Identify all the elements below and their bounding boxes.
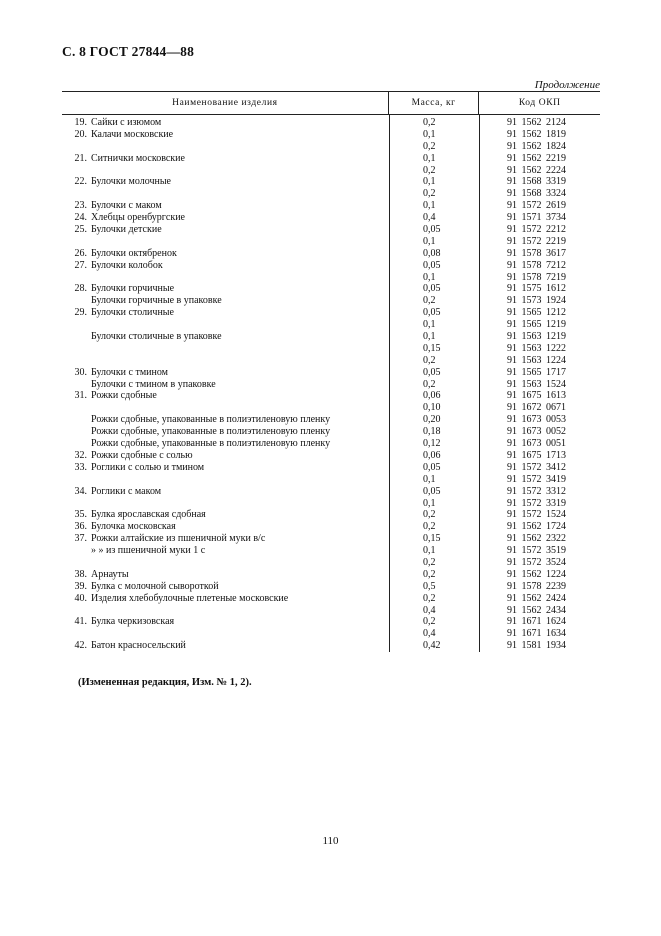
product-code: 91 1671 1624 (507, 616, 566, 628)
row-number: 40. (74, 592, 87, 604)
table-row (62, 414, 600, 426)
product-mass: 0,2 (423, 164, 436, 176)
table-row (62, 307, 600, 319)
row-number: 39. (74, 580, 87, 592)
row-name-cell (62, 272, 389, 284)
table-row (62, 486, 600, 498)
product-code: 91 1562 2224 (507, 164, 566, 176)
row-name-cell (62, 307, 389, 319)
row-name-cell (62, 605, 389, 617)
row-name-cell (62, 498, 389, 510)
column-header-code: Код ОКП (518, 98, 561, 108)
product-code: 91 1562 1224 (507, 568, 566, 580)
table-row (62, 117, 600, 129)
product-mass: 0,2 (423, 378, 436, 390)
product-mass: 0,12 (423, 438, 441, 450)
row-number (62, 426, 91, 438)
product-name: Рожки сдобные, упакованные в полиэтиленовую пленку (91, 438, 331, 450)
product-code: 91 1673 0052 (507, 426, 566, 438)
product-name: Булочка московская (91, 521, 176, 533)
row-name-cell (62, 616, 389, 628)
product-mass: 0,2 (423, 295, 436, 307)
product-code: 91 1671 1634 (507, 628, 566, 640)
product-mass: 0,1 (423, 271, 436, 283)
row-number (62, 319, 91, 331)
table-row (62, 509, 600, 521)
row-number (62, 628, 91, 640)
product-mass: 0,4 (423, 604, 436, 616)
row-number: 19. (74, 117, 87, 128)
product-code: 91 1572 3319 (507, 497, 566, 509)
product-name: Роглики с маком (91, 485, 162, 497)
product-code: 91 1568 3319 (507, 176, 566, 188)
product-code: 91 1573 1924 (507, 295, 566, 307)
product-code: 91 1563 1524 (507, 378, 566, 390)
row-number: 23. (74, 200, 87, 212)
table-row (62, 379, 600, 391)
row-number: 27. (74, 259, 87, 271)
product-code: 91 1578 3617 (507, 247, 566, 259)
row-name-cell (62, 450, 389, 462)
table-row (62, 200, 600, 212)
table-row (62, 640, 600, 652)
revision-note: (Измененная редакция, Изм. № 1, 2). (78, 677, 252, 688)
row-name-cell (62, 248, 389, 260)
row-number (62, 402, 91, 414)
table-row (62, 260, 600, 272)
product-mass: 0,05 (423, 224, 441, 236)
product-code: 91 1563 1224 (507, 354, 566, 366)
product-mass: 0,4 (423, 212, 436, 224)
product-code: 91 1572 3419 (507, 473, 566, 485)
product-mass: 0,05 (423, 259, 441, 271)
product-mass: 0,1 (423, 152, 436, 164)
row-number (62, 343, 91, 355)
product-mass: 0,05 (423, 366, 441, 378)
row-number (62, 605, 91, 617)
product-mass: 0,18 (423, 426, 441, 438)
row-name-cell (62, 545, 389, 557)
row-number (62, 188, 91, 200)
product-mass: 0,2 (423, 521, 436, 533)
row-number: 35. (74, 509, 87, 521)
product-code: 91 1562 1819 (507, 128, 566, 140)
row-name-cell (62, 462, 389, 474)
product-code: 91 1565 1212 (507, 307, 566, 319)
product-mass: 0,10 (423, 402, 441, 414)
row-name-cell (62, 165, 389, 177)
row-number (62, 355, 91, 367)
product-name: Сайки с изюмом (91, 117, 162, 128)
row-number: 31. (74, 390, 87, 402)
page-header: С. 8 ГОСТ 27844—88 (62, 44, 195, 59)
row-number: 38. (74, 568, 87, 580)
row-name-cell (62, 438, 389, 450)
table-row (62, 474, 600, 486)
table-row (62, 367, 600, 379)
product-mass: 0,2 (423, 616, 436, 628)
product-code: 91 1572 2619 (507, 200, 566, 212)
product-code: 91 1675 1713 (507, 449, 566, 461)
product-mass: 0,4 (423, 628, 436, 640)
table-row (62, 129, 600, 141)
product-name: Булочки детские (91, 224, 162, 236)
row-name-cell (62, 628, 389, 640)
table-row (62, 426, 600, 438)
product-table (62, 91, 600, 652)
product-mass: 0,42 (423, 640, 441, 652)
row-name-cell (62, 593, 389, 605)
product-code: 91 1562 2434 (507, 604, 566, 616)
row-name-cell (62, 212, 389, 224)
product-mass: 0,06 (423, 449, 441, 461)
product-mass: 0,1 (423, 200, 436, 212)
product-name: Рожки сдобные (91, 390, 157, 402)
product-code: 91 1562 2424 (507, 592, 566, 604)
product-code: 91 1572 3524 (507, 556, 566, 568)
page-number: 110 (322, 835, 339, 847)
row-number (62, 557, 91, 569)
product-name: Булочки молочные (91, 176, 171, 188)
row-number: 24. (74, 212, 87, 224)
row-number: 34. (74, 485, 87, 497)
table-row (62, 165, 600, 177)
product-mass: 0,1 (423, 473, 436, 485)
product-mass: 0,2 (423, 188, 436, 200)
table-row (62, 402, 600, 414)
product-mass: 0,1 (423, 319, 436, 331)
row-number: 29. (74, 307, 87, 319)
row-name-cell (62, 402, 389, 414)
table-row (62, 593, 600, 605)
row-number (62, 545, 91, 557)
product-code: 91 1562 2322 (507, 533, 566, 545)
product-mass: 0,2 (423, 556, 436, 568)
product-mass: 0,05 (423, 461, 441, 473)
product-name: Изделия хлебобулочные плетеные московские (91, 592, 289, 604)
row-number (62, 236, 91, 248)
row-number: 33. (74, 461, 87, 473)
table-row (62, 295, 600, 307)
product-code: 91 1562 2219 (507, 152, 566, 164)
table-row (62, 569, 600, 581)
row-number: 21. (74, 152, 87, 164)
table-row (62, 533, 600, 545)
product-code: 91 1673 0053 (507, 414, 566, 426)
product-name: Булочки с маком (91, 200, 162, 212)
table-header (62, 91, 600, 115)
product-code: 91 1572 2219 (507, 235, 566, 247)
row-number (62, 272, 91, 284)
row-name-cell (62, 533, 389, 545)
product-code: 91 1565 1219 (507, 319, 566, 331)
product-name: Булочки столичные (91, 307, 174, 319)
product-name: Рожки алтайские из пшеничной муки в/с (91, 533, 266, 545)
table-row (62, 545, 600, 557)
product-mass: 0,05 (423, 485, 441, 497)
product-name: Булочки горчичные в упаковке (91, 295, 222, 307)
product-mass: 0,2 (423, 354, 436, 366)
row-name-cell (62, 343, 389, 355)
product-mass: 0,2 (423, 117, 436, 128)
column-divider (479, 115, 480, 652)
product-code: 91 1563 1219 (507, 331, 566, 343)
row-name-cell (62, 236, 389, 248)
row-name-cell (62, 129, 389, 141)
product-name: Арнауты (91, 568, 129, 580)
product-name: Булочки столичные в упаковке (91, 331, 222, 343)
product-mass: 0,20 (423, 414, 441, 426)
row-name-cell (62, 295, 389, 307)
row-number: 36. (74, 521, 87, 533)
product-code: 91 1578 7219 (507, 271, 566, 283)
row-number (62, 438, 91, 450)
product-mass: 0,5 (423, 580, 436, 592)
product-name: Булочки октябренок (91, 247, 177, 259)
product-mass: 0,1 (423, 235, 436, 247)
row-name-cell (62, 640, 389, 652)
table-row (62, 319, 600, 331)
product-name: Ситнички московские (91, 152, 185, 164)
product-code: 91 1572 3312 (507, 485, 566, 497)
row-name-cell (62, 581, 389, 593)
table-row (62, 188, 600, 200)
row-name-cell (62, 486, 389, 498)
product-name: Батон красносельский (91, 640, 186, 652)
table-row (62, 272, 600, 284)
table-row (62, 450, 600, 462)
row-name-cell (62, 426, 389, 438)
row-name-cell (62, 557, 389, 569)
product-code: 91 1572 1524 (507, 509, 566, 521)
row-number: 26. (74, 247, 87, 259)
product-name: » » из пшеничной муки 1 с (91, 545, 206, 557)
product-mass: 0,15 (423, 533, 441, 545)
product-mass: 0,06 (423, 390, 441, 402)
product-mass: 0,1 (423, 176, 436, 188)
product-mass: 0,1 (423, 545, 436, 557)
product-mass: 0,2 (423, 592, 436, 604)
table-row (62, 141, 600, 153)
product-name: Хлебцы оренбургские (91, 212, 185, 224)
table-row (62, 581, 600, 593)
product-mass: 0,05 (423, 307, 441, 319)
row-name-cell (62, 141, 389, 153)
column-header-name: Наименование изделия (62, 92, 389, 114)
row-name-cell (62, 521, 389, 533)
product-name: Булка с молочной сывороткой (91, 580, 219, 592)
product-mass: 0,2 (423, 509, 436, 521)
product-mass: 0,05 (423, 283, 441, 295)
row-name-cell (62, 367, 389, 379)
product-code: 91 1672 0671 (507, 402, 566, 414)
continuation-label: Продолжение (534, 79, 600, 91)
product-code: 91 1673 0051 (507, 438, 566, 450)
product-mass: 0,1 (423, 128, 436, 140)
product-name: Булочки с тмином в упаковке (91, 378, 216, 390)
row-number (62, 414, 91, 426)
table-row (62, 331, 600, 343)
row-number: 32. (74, 449, 87, 461)
row-number (62, 295, 91, 307)
product-name: Булочки с тмином (91, 366, 169, 378)
row-number: 37. (74, 533, 87, 545)
product-name: Булочки колобок (91, 259, 163, 271)
table-row (62, 236, 600, 248)
table-row (62, 212, 600, 224)
row-name-cell (62, 260, 389, 272)
table-row (62, 390, 600, 402)
table-row (62, 438, 600, 450)
product-mass: 0,2 (423, 140, 436, 152)
row-name-cell (62, 153, 389, 165)
row-name-cell (62, 224, 389, 236)
row-number (62, 474, 91, 486)
row-number (62, 141, 91, 153)
row-name-cell (62, 283, 389, 295)
row-name-cell (62, 509, 389, 521)
product-mass: 0,1 (423, 497, 436, 509)
table-row (62, 224, 600, 236)
product-code: 91 1563 1222 (507, 342, 566, 354)
row-name-cell (62, 200, 389, 212)
row-number (62, 498, 91, 510)
row-name-cell (62, 331, 389, 343)
product-code: 91 1578 2239 (507, 580, 566, 592)
row-number (62, 379, 91, 391)
product-code: 91 1581 1934 (507, 640, 566, 652)
row-name-cell (62, 474, 389, 486)
product-code: 91 1568 3324 (507, 188, 566, 200)
row-number: 22. (74, 176, 87, 188)
row-name-cell (62, 117, 389, 129)
row-number (62, 165, 91, 177)
row-number: 25. (74, 224, 87, 236)
product-code: 91 1572 2212 (507, 224, 566, 236)
table-row (62, 605, 600, 617)
row-name-cell (62, 188, 389, 200)
product-name: Рожки сдобные с солью (91, 449, 193, 461)
product-code: 91 1572 3412 (507, 461, 566, 473)
table-row (62, 248, 600, 260)
row-number: 42. (74, 640, 87, 652)
row-name-cell (62, 390, 389, 402)
product-name: Рожки сдобные, упакованные в полиэтиленовую пленку (91, 414, 331, 426)
table-row (62, 283, 600, 295)
product-code: 91 1565 1717 (507, 366, 566, 378)
product-code: 91 1562 1724 (507, 521, 566, 533)
product-code: 91 1562 1824 (507, 140, 566, 152)
product-mass: 0,2 (423, 568, 436, 580)
product-name: Рожки сдобные, упакованные в полиэтиленовую пленку (91, 426, 331, 438)
row-name-cell (62, 176, 389, 188)
product-mass: 0,1 (423, 331, 436, 343)
table-row (62, 153, 600, 165)
product-mass: 0,08 (423, 247, 441, 259)
table-row (62, 616, 600, 628)
row-name-cell (62, 414, 389, 426)
table-body (62, 115, 600, 652)
row-number: 28. (74, 283, 87, 295)
table-row (62, 176, 600, 188)
product-code: 91 1572 3519 (507, 545, 566, 557)
product-code: 91 1562 2124 (507, 117, 566, 128)
product-code: 91 1675 1613 (507, 390, 566, 402)
row-number: 41. (74, 616, 87, 628)
product-name: Булочки горчичные (91, 283, 175, 295)
product-code: 91 1575 1612 (507, 283, 566, 295)
product-code: 91 1578 7212 (507, 259, 566, 271)
column-header-mass: Масса, кг (389, 92, 480, 114)
row-name-cell (62, 355, 389, 367)
table-row (62, 521, 600, 533)
row-name-cell (62, 379, 389, 391)
table-row (62, 355, 600, 367)
row-number: 20. (74, 128, 87, 140)
table-row (62, 628, 600, 640)
product-name: Калачи московские (91, 128, 174, 140)
row-number (62, 331, 91, 343)
row-number: 30. (74, 366, 87, 378)
table-row (62, 557, 600, 569)
product-mass: 0,15 (423, 342, 441, 354)
row-name-cell (62, 569, 389, 581)
row-name-cell (62, 319, 389, 331)
column-divider (389, 115, 390, 652)
product-name: Булка черкизовская (91, 616, 175, 628)
product-code: 91 1571 3734 (507, 212, 566, 224)
product-name: Роглики с солью и тмином (91, 461, 205, 473)
table-row (62, 498, 600, 510)
product-name: Булка ярославская сдобная (91, 509, 206, 521)
table-row (62, 462, 600, 474)
table-row (62, 343, 600, 355)
